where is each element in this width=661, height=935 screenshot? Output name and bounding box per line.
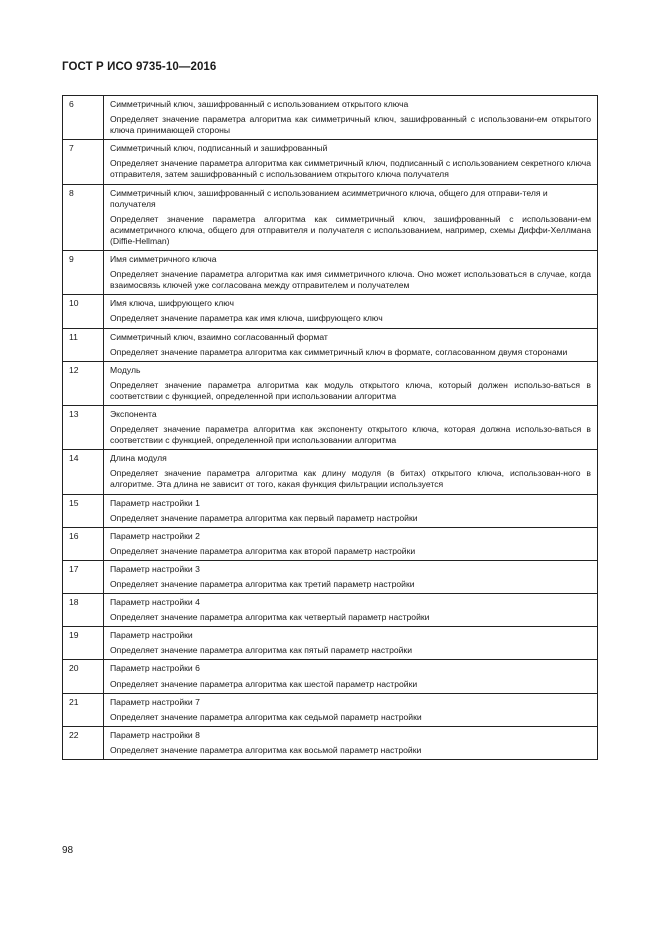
row-description: Определяет значение параметра алгоритма как симметричный ключ, подписанный с использованием секретного ключа отправителя, затем зашифрованный с использованием открытого ключа получателя: [110, 158, 591, 180]
row-content: [104, 494, 598, 527]
row-content: [104, 96, 598, 140]
row-title: Симметричный ключ, зашифрованный с использованием открытого ключа: [110, 99, 409, 109]
row-title: Экспонента: [110, 408, 157, 419]
row-title: Длина модуля: [110, 453, 167, 464]
row-description: Определяет значение параметра алгоритма как модуль открытого ключа, который должен использо-ваться в соответствии с функцией, определенной при использовании алгоритма: [110, 379, 591, 401]
row-number: 19: [63, 627, 104, 660]
row-title: Симметричный ключ, подписанный и зашифрованный: [110, 143, 328, 154]
row-title: Имя ключа, шифрующего ключ: [110, 298, 234, 309]
parameter-table: [62, 95, 598, 760]
row-content: [104, 660, 598, 693]
row-content: [104, 140, 598, 184]
table-row: [63, 560, 598, 593]
table-row: [63, 251, 598, 295]
row-number: 13: [63, 405, 104, 449]
row-title: Имя симметричного ключа: [110, 254, 217, 265]
row-content: [104, 560, 598, 593]
table-row: [63, 361, 598, 405]
row-description: Определяет значение параметра алгоритма как восьмой параметр настройки: [110, 744, 422, 755]
row-content: [104, 328, 598, 361]
row-description: Определяет значение параметра алгоритма как пятый параметр настройки: [110, 645, 412, 656]
row-content: [104, 361, 598, 405]
row-number: 11: [63, 328, 104, 361]
row-number: 15: [63, 494, 104, 527]
table-row: [63, 450, 598, 494]
row-title: Параметр настройки 4: [110, 597, 200, 608]
table-row: [63, 594, 598, 627]
row-number: 8: [63, 184, 104, 250]
row-number: 9: [63, 251, 104, 295]
row-description: Определяет значение параметра алгоритма как шестой параметр настройки: [110, 678, 418, 689]
row-content: [104, 251, 598, 295]
row-content: [104, 627, 598, 660]
row-description: Определяет значение параметра алгоритма как второй параметр настройки: [110, 545, 416, 556]
row-description: Определяет значение параметра алгоритма как первый параметр настройки: [110, 512, 418, 523]
row-number: 10: [63, 295, 104, 328]
row-number: 6: [63, 96, 104, 140]
row-number: 16: [63, 527, 104, 560]
table-row: [63, 660, 598, 693]
row-number: 18: [63, 594, 104, 627]
row-content: [104, 594, 598, 627]
row-content: [104, 295, 598, 328]
row-title: Параметр настройки 8: [110, 729, 200, 740]
page-number: 98: [62, 845, 74, 856]
row-title: Параметр настройки 2: [110, 530, 200, 541]
row-description: Определяет значение параметра алгоритма как симметричный ключ в формате, согласованном двумя сторонами: [110, 346, 568, 357]
row-description: Определяет значение параметра алгоритма как длину модуля (в битах) открытого ключа, использован-ного в алгоритме. Эта длина не зависит от того, какая функция фильтрации используется: [110, 468, 591, 490]
row-number: 7: [63, 140, 104, 184]
row-title: Симметричный ключ, зашифрованный с использованием асимметричного ключа, общего для отправи-теля и получателя: [110, 187, 548, 209]
table-row: [63, 627, 598, 660]
row-content: [104, 527, 598, 560]
row-description: Определяет значение параметра как имя ключа, шифрующего ключ: [110, 313, 383, 324]
row-number: 14: [63, 450, 104, 494]
row-title: Параметр настройки 6: [110, 663, 200, 674]
row-description: Определяет значение параметра алгоритма как четвертый параметр настройки: [110, 612, 430, 623]
document-header: ГОСТ Р ИСО 9735-10—2016: [62, 61, 217, 73]
row-description: Определяет значение параметра алгоритма как третий параметр настройки: [110, 579, 415, 589]
table-row: [63, 184, 598, 250]
table-row: [63, 295, 598, 328]
row-title: Параметр настройки 1: [110, 497, 200, 508]
table-row: [63, 328, 598, 361]
row-description: Определяет значение параметра алгоритма как седьмой параметр настройки: [110, 711, 422, 722]
row-description: Определяет значение параметра алгоритма как симметричный ключ, зашифрованный с использовани-ем открытого ключа принимающей стороны: [110, 114, 591, 136]
row-description: Определяет значение параметра алгоритма как симметричный ключ, зашифрованный с использовани-ем асимметричного ключа, общего для отправителя и получателя с использованием, например, схемы Диффи-Хеллмана (Diffie-Hellman): [110, 213, 591, 246]
table-row: [63, 96, 598, 140]
row-number: 12: [63, 361, 104, 405]
row-content: [104, 184, 598, 250]
row-description: Определяет значение параметра алгоритма как экспоненту открытого ключа, которая должна использо-ваться в соответствии с функцией, определенной при использовании алгоритма: [110, 424, 591, 446]
row-title: Параметр настройки 3: [110, 563, 200, 574]
parameter-table-body: [63, 96, 598, 760]
table-row: [63, 494, 598, 527]
row-content: [104, 405, 598, 449]
row-content: [104, 726, 598, 759]
row-number: 22: [63, 726, 104, 759]
table-row: [63, 726, 598, 759]
row-title: Модуль: [110, 364, 141, 375]
table-row: [63, 140, 598, 184]
row-number: 21: [63, 693, 104, 726]
row-number: 17: [63, 560, 104, 593]
row-title: Параметр настройки: [110, 630, 193, 641]
table-row: [63, 405, 598, 449]
row-number: 20: [63, 660, 104, 693]
row-description: Определяет значение параметра алгоритма как имя симметричного ключа. Оно может использоваться в случае, когда взаимосвязь ключей уже согласована между отправителем и получателем: [110, 269, 591, 291]
row-content: [104, 693, 598, 726]
row-title: Симметричный ключ, взаимно согласованный формат: [110, 331, 328, 342]
row-title: Параметр настройки 7: [110, 696, 200, 707]
table-row: [63, 527, 598, 560]
table-row: [63, 693, 598, 726]
row-content: [104, 450, 598, 494]
